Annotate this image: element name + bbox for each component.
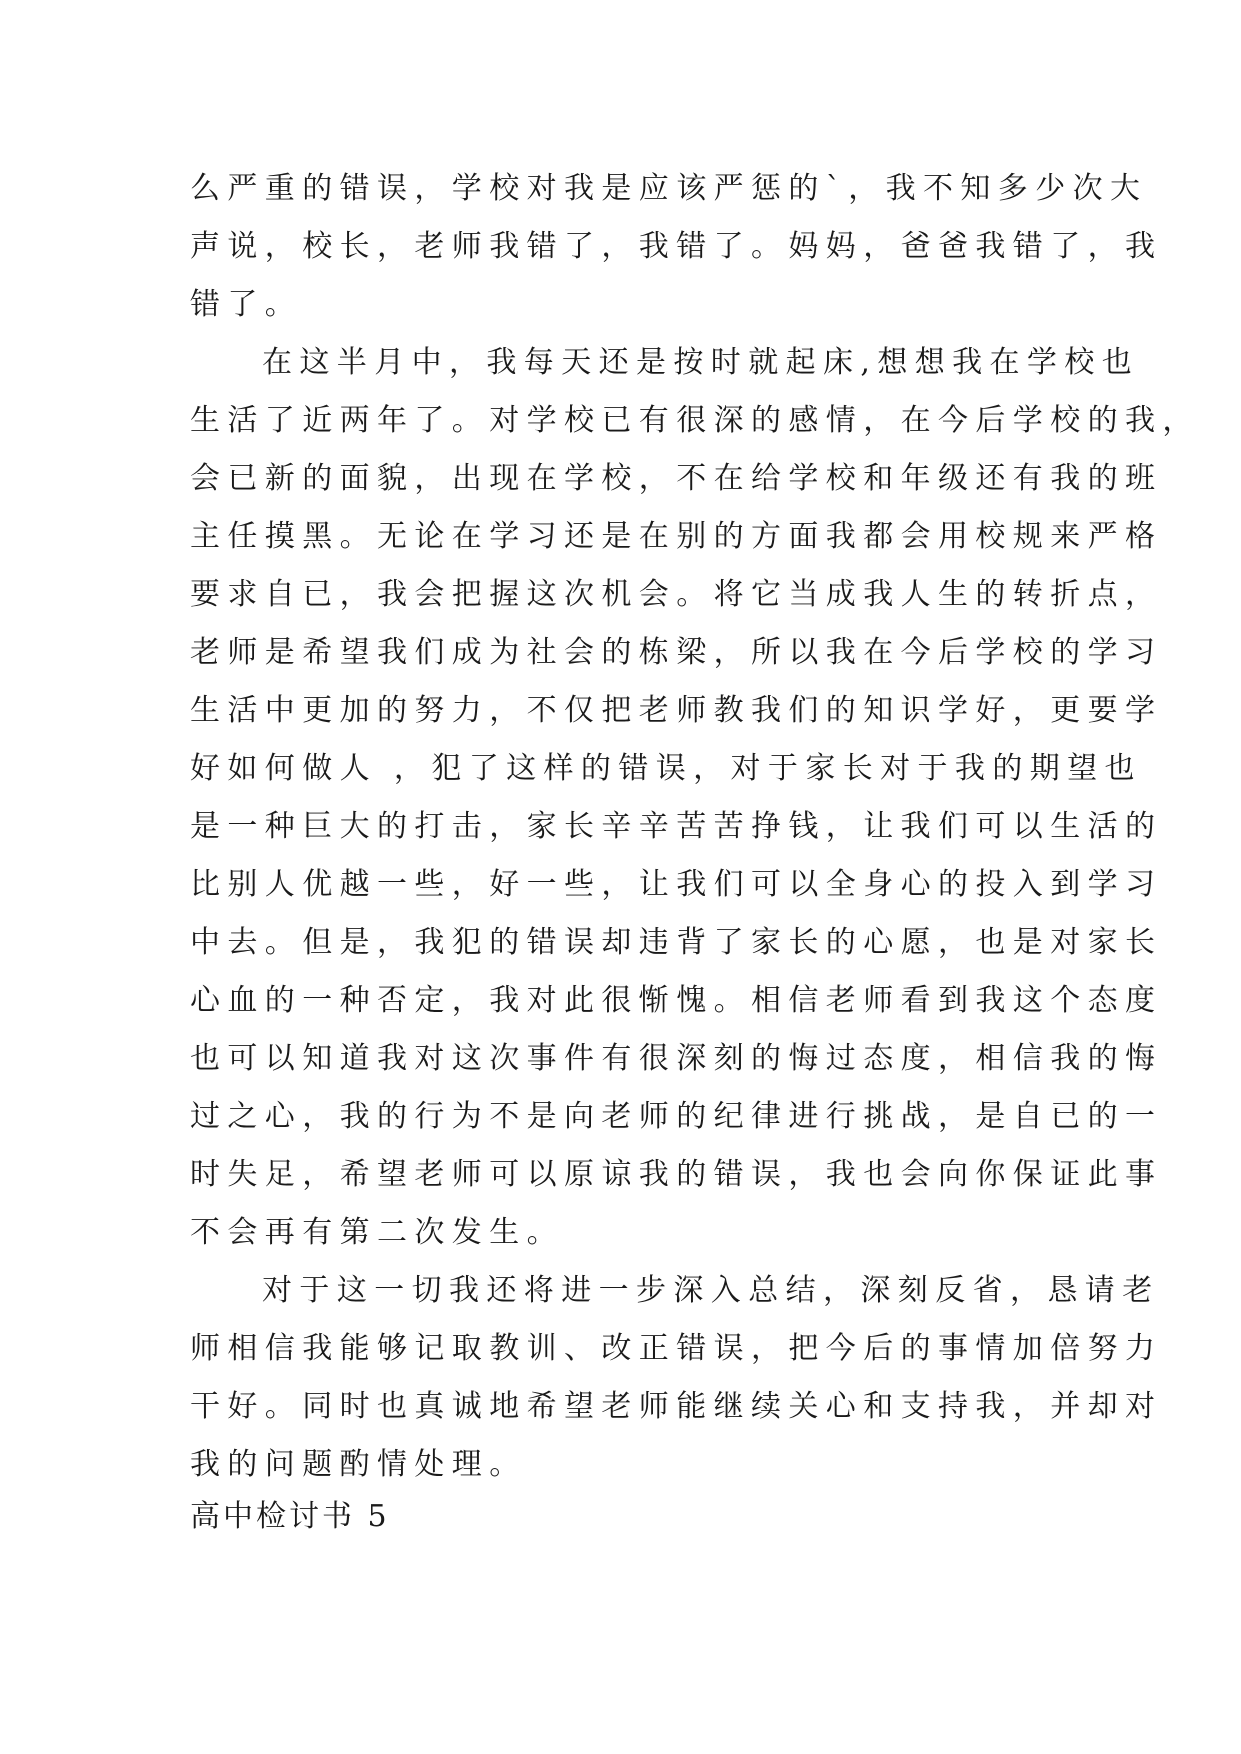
text-line: 会已新的面貌，出现在学校，不在给学校和年级还有我的班	[190, 461, 1163, 496]
text-line: 师相信我能够记取教训、改正错误，把今后的事情加倍努力	[190, 1331, 1163, 1366]
text-line: 要求自已，我会把握这次机会。将它当成我人生的转折点，	[190, 577, 1163, 612]
text-line: 我的问题酌情处理。	[190, 1447, 527, 1482]
text-line: 心血的一种否定，我对此很惭愧。相信老师看到我这个态度	[190, 983, 1163, 1018]
text-line: 生活中更加的努力，不仅把老师教我们的知识学好，更要学	[190, 693, 1163, 728]
text-line: 声说，校长，老师我错了，我错了。妈妈，爸爸我错了，我	[190, 229, 1163, 264]
text-line: 时失足，希望老师可以原谅我的错误，我也会向你保证此事	[190, 1157, 1163, 1192]
section-title: 高中检讨书 5	[190, 1499, 390, 1534]
text-line: 干好。同时也真诚地希望老师能继续关心和支持我，并却对	[190, 1389, 1163, 1424]
text-line: 比别人优越一些，好一些，让我们可以全身心的投入到学习	[190, 867, 1163, 902]
text-line: 过之心，我的行为不是向老师的纪律进行挑战，是自已的一	[190, 1099, 1163, 1134]
paragraph-start-line: 在这半月中，我每天还是按时就起床,想想我在学校也	[262, 345, 1140, 380]
text-line: 生活了近两年了。对学校已有很深的感情，在今后学校的我，	[190, 403, 1200, 438]
text-line: 主任摸黑。无论在学习还是在别的方面我都会用校规来严格	[190, 519, 1163, 554]
text-line: 好如何做人 ，犯了这样的错误，对于家长对于我的期望也	[190, 751, 1142, 786]
text-line: 是一种巨大的打击，家长辛辛苦苦挣钱，让我们可以生活的	[190, 809, 1163, 844]
text-line: 么严重的错误，学校对我是应该严惩的`，我不知多少次大	[190, 171, 1148, 206]
text-line: 错了。	[190, 287, 303, 322]
paragraph-start-line: 对于这一切我还将进一步深入总结，深刻反省，恳请老	[262, 1273, 1160, 1308]
text-line: 中去。但是，我犯的错误却违背了家长的心愿，也是对家长	[190, 925, 1163, 960]
text-line: 老师是希望我们成为社会的栋梁，所以我在今后学校的学习	[190, 635, 1163, 670]
text-line: 也可以知道我对这次事件有很深刻的悔过态度，相信我的悔	[190, 1041, 1163, 1076]
document-body	[190, 160, 1200, 1494]
text-line: 不会再有第二次发生。	[190, 1215, 564, 1250]
